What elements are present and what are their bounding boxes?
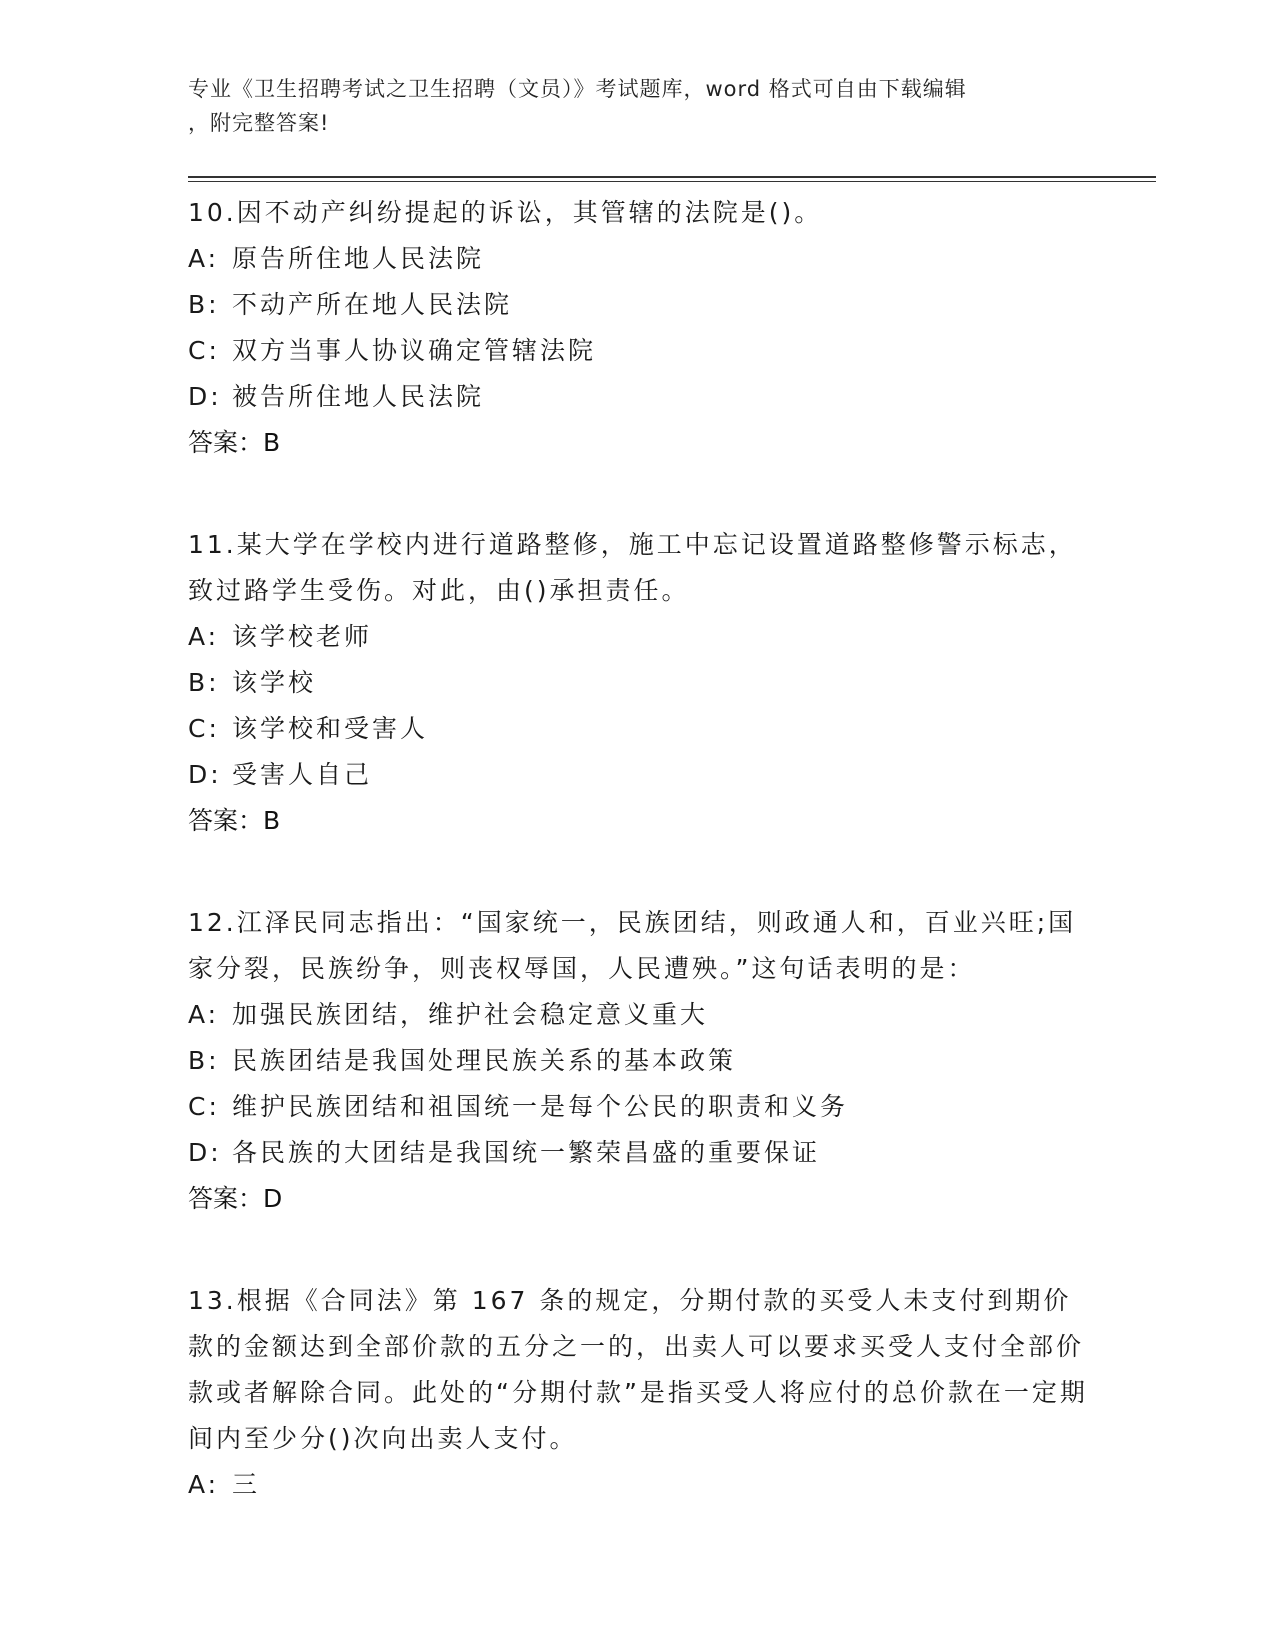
option-a: [188, 992, 1088, 1038]
option-d: [188, 1130, 1088, 1176]
option-d: [188, 752, 1088, 798]
option-text: 民族团结是我国处理民族关系的基本政策: [232, 1046, 737, 1075]
option-text: 该学校老师: [232, 622, 373, 651]
option-text: 受害人自己: [232, 760, 373, 789]
option-letter: B:: [188, 1046, 220, 1075]
option-text: 三: [232, 1470, 261, 1499]
option-letter: A:: [188, 1000, 220, 1029]
question-stem: 10.因不动产纠纷提起的诉讼，其管辖的法院是()。: [188, 198, 823, 227]
option-text: 不动产所在地人民法院: [232, 290, 513, 319]
option-letter: A:: [188, 1470, 220, 1499]
question-list: [188, 190, 1088, 1564]
option-letter: B:: [188, 290, 220, 319]
option-letter: D:: [188, 760, 222, 789]
option-letter: C:: [188, 336, 220, 365]
option-a: [188, 614, 1088, 660]
option-a: [188, 236, 1088, 282]
option-letter: A:: [188, 622, 220, 651]
question-13: [188, 1278, 1088, 1508]
question-11: [188, 522, 1088, 844]
option-b: [188, 660, 1088, 706]
option-c: [188, 1084, 1088, 1130]
option-d: [188, 374, 1088, 420]
option-text: 被告所住地人民法院: [232, 382, 485, 411]
question-stem: 11.某大学在学校内进行道路整修，施工中忘记设置道路整修警示标志，致过路学生受伤。对此，由()承担责任。: [188, 530, 1077, 605]
option-letter: B:: [188, 668, 220, 697]
answer-line: 答案：B: [188, 806, 281, 835]
document-header: [188, 72, 1068, 140]
option-text: 加强民族团结，维护社会稳定意义重大: [232, 1000, 709, 1029]
question-stem: 13.根据《合同法》第 167 条的规定，分期付款的买受人未支付到期价款的金额达到全部价款的五分之一的，出卖人可以要求买受人支付全部价款或者解除合同。此处的“分期付款”是指买受人将应付的总价款在一定期间内至少分()次向出卖人支付。: [188, 1286, 1088, 1453]
question-12: [188, 900, 1088, 1222]
option-c: [188, 328, 1088, 374]
option-text: 维护民族团结和祖国统一是每个公民的职责和义务: [232, 1092, 849, 1121]
option-text: 双方当事人协议确定管辖法院: [232, 336, 597, 365]
header-line-1: 专业《卫生招聘考试之卫生招聘（文员）》考试题库，word 格式可自由下载编辑: [188, 77, 967, 101]
option-letter: A:: [188, 244, 220, 273]
option-letter: D:: [188, 382, 222, 411]
option-letter: C:: [188, 1092, 220, 1121]
option-text: 该学校: [232, 668, 317, 697]
question-10: [188, 190, 1088, 466]
option-text: 该学校和受害人: [232, 714, 429, 743]
option-b: [188, 282, 1088, 328]
option-text: 各民族的大团结是我国统一繁荣昌盛的重要保证: [232, 1138, 821, 1167]
option-letter: C:: [188, 714, 220, 743]
header-divider-thin: [188, 181, 1156, 182]
header-divider-thick: [188, 176, 1156, 178]
option-text: 原告所住地人民法院: [232, 244, 485, 273]
option-letter: D:: [188, 1138, 222, 1167]
option-b: [188, 1038, 1088, 1084]
answer-line: 答案：B: [188, 428, 281, 457]
option-c: [188, 706, 1088, 752]
answer-line: 答案：D: [188, 1184, 283, 1213]
header-line-2: ，附完整答案!: [188, 111, 330, 135]
question-stem: 12.江泽民同志指出：“国家统一，民族团结，则政通人和，百业兴旺;国家分裂，民族纷争，则丧权辱国，人民遭殃。”这句话表明的是：: [188, 908, 1077, 983]
option-a: [188, 1462, 1088, 1508]
